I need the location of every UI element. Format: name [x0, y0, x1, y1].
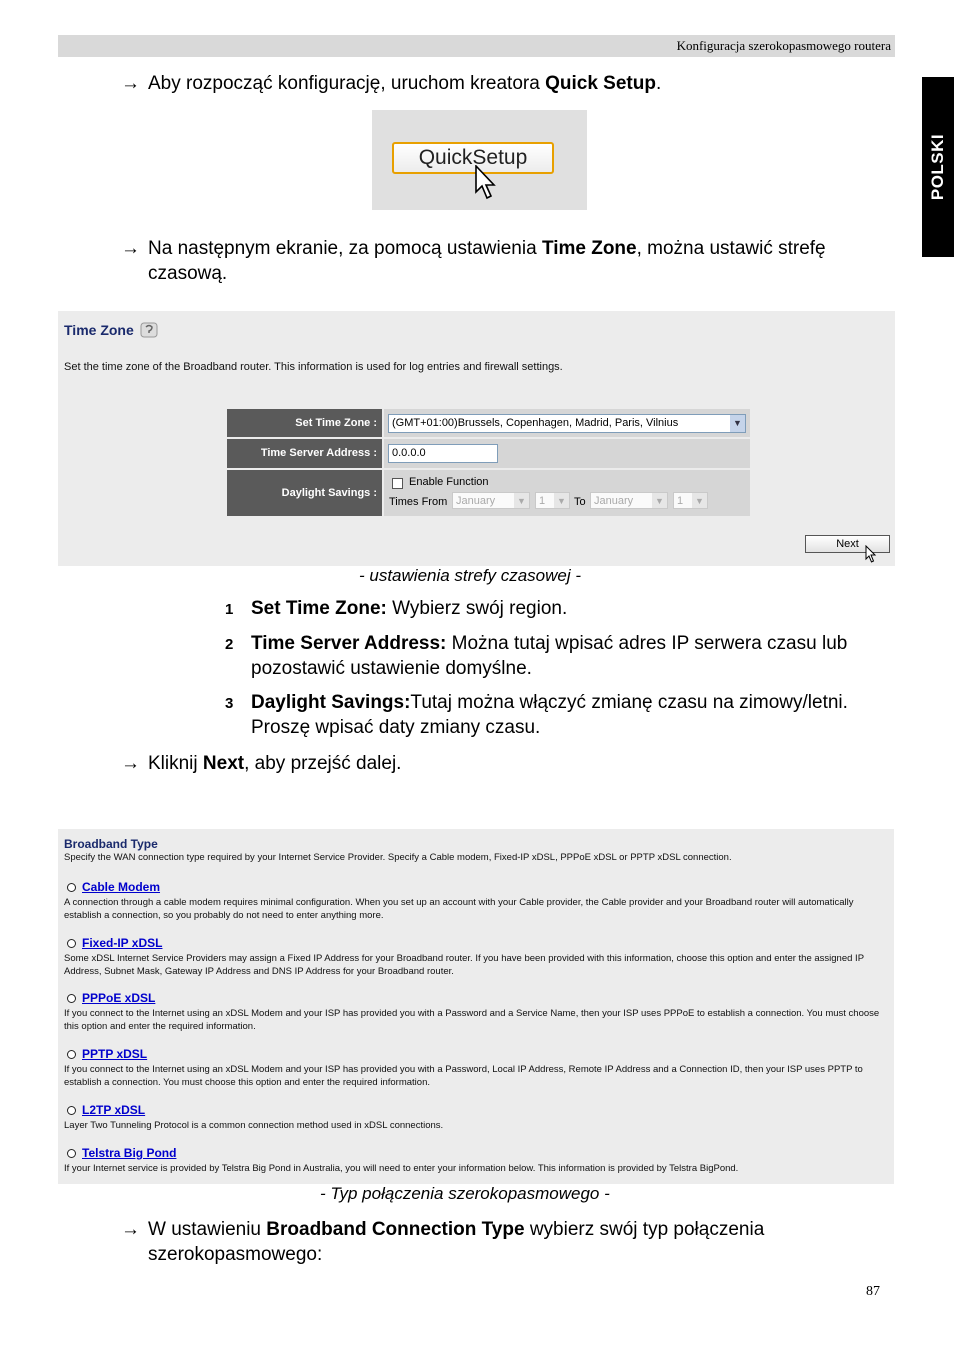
radio-button[interactable]: [67, 994, 76, 1003]
time-server-input[interactable]: 0.0.0.0: [388, 444, 498, 463]
page-number: 87: [866, 1284, 880, 1299]
option-link[interactable]: Telstra Big Pond: [82, 1146, 177, 1160]
p1-end: .: [655, 73, 662, 94]
arrow-icon: →: [121, 753, 140, 774]
arrow-icon: →: [121, 73, 140, 94]
page-header: [58, 35, 895, 57]
radio-button[interactable]: [67, 939, 76, 948]
daylight-savings-label: Daylight Savings :: [227, 470, 382, 516]
from-day-select[interactable]: 1 ▼: [535, 492, 570, 509]
mouse-cursor-icon: [475, 165, 497, 203]
quick-setup-button[interactable]: QuickSetup: [392, 142, 554, 174]
arrow-icon: →: [121, 238, 140, 259]
option-link[interactable]: PPTP xDSL: [82, 1047, 148, 1061]
time-server-row: [227, 439, 750, 468]
option-description: If you connect to the Internet using an xDSL Modem and your ISP has provided you with a Password and a Service Name, then your ISP uses PPPoE to establish a connection. You must choose this option and enter the required information.: [64, 1008, 880, 1032]
option-description: Some xDSL Internet Service Providers may assign a Fixed IP Address for your Broadband router. If you have been provided with this information, choose this option and enter the assigned IP Address, Subnet Mask, Gateway IP Address and DNS IP Address for your Broadband router.: [64, 953, 864, 977]
p2-line2: czasową.: [148, 263, 228, 284]
time-zone-title: Time Zone: [64, 322, 158, 338]
chevron-down-icon: ▼: [514, 493, 529, 508]
chevron-down-icon: ▼: [554, 493, 569, 508]
to-month-select[interactable]: January ▼: [590, 492, 668, 509]
chevron-down-icon: ▼: [730, 415, 745, 432]
time-server-label: Time Server Address :: [227, 439, 382, 468]
chevron-down-icon: ▼: [652, 493, 667, 508]
p2-end: , można ustawić strefę: [636, 238, 826, 259]
enable-function-checkbox[interactable]: [392, 478, 403, 489]
set-time-zone-label: Set Time Zone :: [227, 409, 382, 437]
radio-button[interactable]: [67, 1149, 76, 1158]
help-icon: [140, 322, 158, 338]
option-description: A connection through a cable modem requires minimal configuration. When you set up an account with your Cable provider, the Cable provider and your Broadband router will automatically establish a connection, so you probably do not need to enter anything more.: [64, 897, 854, 921]
daylight-savings-row: [227, 470, 750, 516]
p1-bold: Quick Setup: [545, 73, 656, 94]
mouse-cursor-icon: [865, 545, 877, 565]
time-zone-select[interactable]: (GMT+01:00)Brussels, Copenhagen, Madrid, Paris, Vilnius ▼: [388, 414, 746, 433]
option-description: If your Internet service is provided by Telstra Big Pond in Australia, you will need to enter your information below. This information is provided by Telstra BigPond.: [64, 1163, 739, 1174]
option-link[interactable]: Cable Modem: [82, 880, 161, 894]
from-month-select[interactable]: January ▼: [452, 492, 530, 509]
broadband-type-title: Broadband Type: [64, 837, 158, 851]
figure-caption-time-zone: - ustawienia strefy czasowej -: [359, 566, 582, 585]
chevron-down-icon: ▼: [692, 493, 707, 508]
set-time-zone-row: [227, 409, 750, 437]
header-title: Konfiguracja szerokopasmowego routera: [676, 38, 891, 53]
language-tab: [922, 77, 954, 257]
p2-text: Na następnym ekranie, za pomocą ustawienia: [148, 238, 542, 259]
radio-button[interactable]: [67, 1106, 76, 1115]
p2-bold: Time Zone: [541, 238, 637, 259]
language-tab-label: POLSKI: [928, 133, 947, 201]
time-zone-screenshot: [58, 311, 895, 566]
option-link[interactable]: Fixed-IP xDSL: [82, 936, 163, 950]
to-day-select[interactable]: 1 ▼: [673, 492, 708, 509]
figure-caption-broadband: - Typ połączenia szerokopasmowego -: [320, 1184, 610, 1203]
next-button[interactable]: Next: [805, 535, 890, 553]
p1-text: Aby rozpocząć konfigurację, uruchom kreatora: [148, 73, 546, 94]
option-description: If you connect to the Internet using an xDSL Modem and your ISP has provided you with a Password, Local IP Address, Remote IP Address and a Connection ID, then your ISP uses PPTP to establish a connection. You must choose this option and enter the required information.: [64, 1064, 863, 1088]
option-description: Layer Two Tunneling Protocol is a common connection method used in xDSL connections.: [64, 1120, 444, 1131]
radio-button[interactable]: [67, 883, 76, 892]
quick-setup-screenshot: [372, 110, 587, 210]
to-label: To: [574, 496, 586, 508]
time-zone-description: Set the time zone of the Broadband router. This information is used for log entries and firewall settings.: [64, 361, 563, 373]
option-link[interactable]: PPPoE xDSL: [82, 991, 156, 1005]
enable-function-label: Enable Function: [409, 476, 489, 488]
times-from-label: Times From: [389, 496, 448, 508]
broadband-type-subtitle: Specify the WAN connection type required by your Internet Service Provider. Specify a Cable modem, Fixed-IP xDSL, PPPoE xDSL or PPTP xDSL connection.: [64, 852, 732, 863]
radio-button[interactable]: [67, 1050, 76, 1059]
arrow-icon: →: [121, 1219, 140, 1240]
broadband-type-screenshot: [58, 829, 894, 1184]
option-link[interactable]: L2TP xDSL: [82, 1103, 146, 1117]
